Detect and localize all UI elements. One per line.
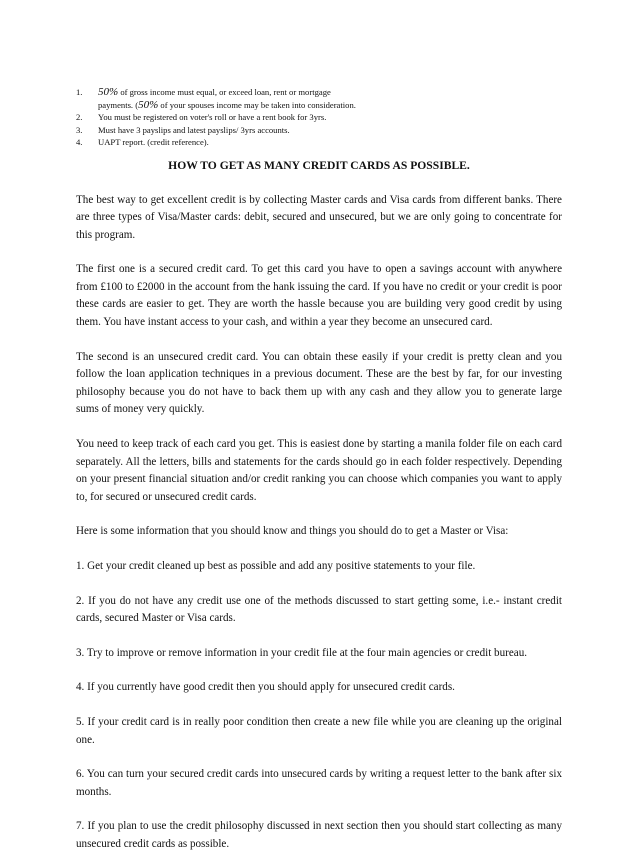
paragraph-secured-card: The first one is a secured credit card. To get this card you have to open a savings account with anywhere from £100 to £2000 in the account from the hank issuing the card. If you have no credit or your credit is poor these cards are easier to get. They are worth the hassle because you are building very good credit by using them. You have instant access to your cash, and within a year they become an unsecured card. [76,263,562,329]
requirements-list [76,86,562,149]
requirement-text: You must be registered on voter's roll or have a rent book for 3yrs. [98,112,327,122]
step-3: 3. Try to improve or remove information in your credit file at the four main agencies or credit bureau. [76,646,528,659]
percent-figure: 50% [98,86,119,98]
step-2: 2. If you do not have any credit use one of the methods discussed to start getting some, i.e.- instant credit cards, secured Master or Visa cards. [76,594,562,625]
document-page [76,86,562,854]
requirement-item-continued [76,99,562,112]
percent-figure: 50% [138,98,159,111]
requirement-text: 50% of gross income must equal, or exceed loan, rent or mortgage [98,86,331,98]
paragraph-unsecured-card: The second is an unsecured credit card. You can obtain these easily if your credit is pretty clean and you follow the loan application techniques in a previous document. These are the best by far, for our investing philosophy because you do not have to back them up with any cash and they allow you to generate large sums of money very quickly. [76,350,562,416]
requirement-item [76,111,562,124]
paragraph-track-cards: You need to keep track of each card you get. This is easiest done by starting a manila folder file on each card separately. All the letters, bills and statements for the cards should go in each folder respectively. Depending on your present financial situation and/or credit ranking you can choose which companies you want to apply to, for secured or unsecured credit cards. [76,438,562,503]
requirement-text: UAPT report. (credit reference). [98,137,209,147]
paragraph-info-intro: Here is some information that you should know and things you should do to get a Master or Visa: [76,525,509,538]
step-1: 1. Get your credit cleaned up best as possible and add any positive statements to your file. [76,560,476,572]
paragraph-intro: The best way to get excellent credit is by collecting Master cards and Visa cards from different banks. There are three types of Visa/Master cards: debit, secured and unsecured, but we are only going to concentrate for this program. [76,193,562,241]
step-4: 4. If you currently have good credit then you should apply for unsecured credit cards. [76,681,455,694]
section-heading: HOW TO GET AS MANY CREDIT CARDS AS POSSIBLE. [168,158,470,172]
requirement-number: 4. [76,137,83,147]
requirement-text: Must have 3 payslips and latest payslips/ 3yrs accounts. [98,124,290,135]
requirement-item [76,124,562,137]
requirement-number: 1. [76,87,83,97]
requirement-number: 3. [76,124,83,135]
step-5: 5. If your credit card is in really poor condition then create a new file while you are cleaning up the original one. [76,715,562,746]
requirement-text: payments. (50% of your spouses income may be taken into consideration. [98,98,356,111]
requirement-item [76,86,562,99]
step-7: 7. If you plan to use the credit philosophy discussed in next section then you should start collecting as many unsecured credit cards as possible. [76,820,562,850]
requirement-item [76,136,562,149]
step-6: 6. You can turn your secured credit cards into unsecured cards by writing a request letter to the bank after six months. [76,768,562,798]
requirement-number: 2. [76,112,83,122]
